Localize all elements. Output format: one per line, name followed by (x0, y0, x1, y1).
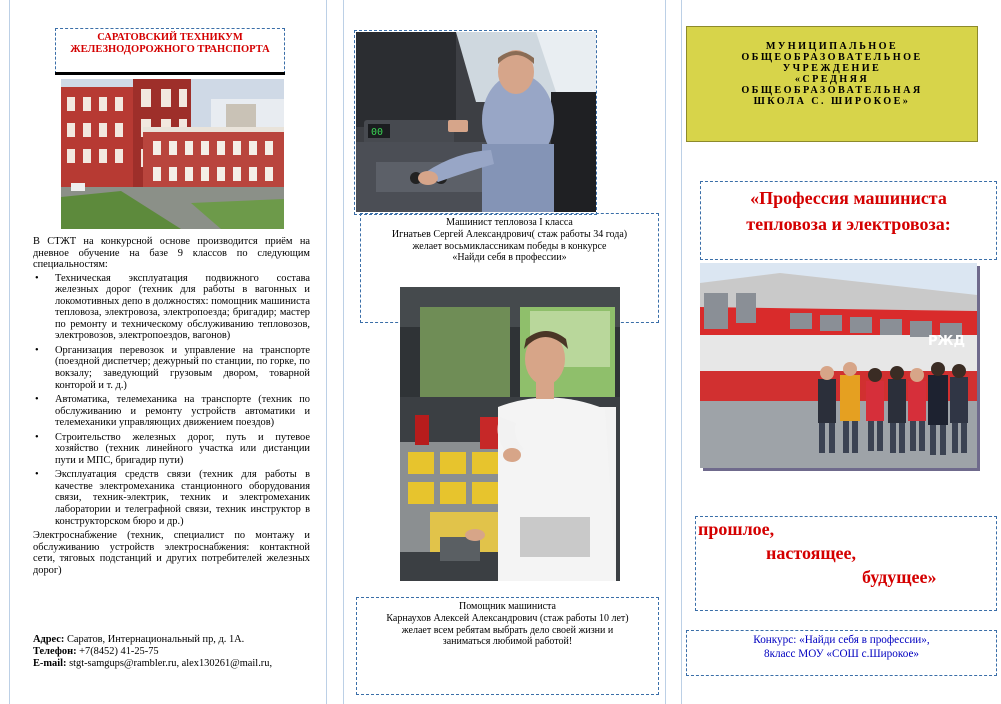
contest-box (686, 630, 997, 676)
specialty-item: • Техническая эксплуатация подвижного состава железных дорог (техник для работы в вагонных и локомотивных депо в должностях: помощник машиниста тепловоза, электровоза, электропоезда; бригадир; мастер по ремонту и техническому обслуживанию тепловозов, электровозов, электропоездов, вагонов) (33, 273, 310, 342)
admission-text (33, 236, 310, 576)
school-title-box (55, 28, 285, 74)
school-name-box (686, 26, 978, 142)
technikum-building-photo (61, 79, 284, 229)
contest-line1: Конкурс: «Найди себя в профессии», (753, 634, 930, 646)
address-value: Саратов, Интернациональный пр, д. 1А. (64, 634, 245, 645)
rzd-logo: РЖД (928, 334, 966, 349)
school-name-line3: УЧРЕЖДЕНИЕ (782, 63, 882, 74)
train-students-photo (700, 263, 977, 468)
column-guide-left (9, 0, 10, 704)
column-guide-divider-2b (681, 0, 682, 704)
driver-caption-title: Машинист тепловоза I класса (446, 217, 573, 228)
specialty-item: • Организация перевозок и управление на транспорте (поездной диспетчер; дежурный по станции, по горке, по вокзалу; заведующий грузовым двором, товарной конторой и т. д.) (33, 345, 310, 391)
school-name-line5: ОБЩЕОБРАЗОВАТЕЛЬНАЯ (741, 85, 923, 96)
school-name-line1: МУНИЦИПАЛЬНОЕ (765, 41, 899, 52)
specialty-item: • Эксплуатация средств связи (техник для работы в качестве электромеханика станционного оборудования связи, техник-электрик, техник и электромеханик лаборатории и телеграфной связи, техник инструктор в конструкторском бюро и др.) (33, 469, 310, 527)
tense-future: будущее» (862, 567, 937, 587)
cab-display-readout: 00 (371, 127, 384, 138)
school-name-line2: ОБЩЕОБРАЗОВАТЕЛЬНОЕ (741, 52, 923, 63)
phone-label: Телефон: (33, 645, 77, 657)
driver-caption-name: Игнатьев Сергей Александрович( стаж работы 34 года) (391, 228, 628, 240)
specialty-item: • Строительство железных дорог, путь и путевое хозяйство (техник линейного участка или дистанции пути и МПС, бригадир пути) (33, 432, 310, 467)
email-value[interactable]: stgt-samgups@rambler.ru, alex130261@mail.ru, (66, 657, 273, 669)
address-line (33, 634, 323, 646)
driver-cab-photo (356, 32, 596, 212)
school-title-line2: ЖЕЛЕЗНОДОРОЖНОГО ТРАНСПОРТА (70, 44, 270, 55)
title-rule (55, 72, 285, 75)
column-guide-divider-2 (665, 0, 666, 704)
school-name-line6: ШКОЛА С. ШИРОКОЕ» (753, 96, 911, 107)
profession-title-line1: «Профессия машиниста (750, 188, 947, 208)
contacts-block (33, 634, 323, 669)
email-label: E-mail: (33, 657, 67, 669)
school-name-line4: «СРЕДНЯЯ (794, 74, 870, 85)
column-guide-divider-1 (326, 0, 327, 704)
specialty-item: • Автоматика, телемеханика на транспорте (техник по обслуживанию и ремонту устройств автоматики и телемеханики управляющих движением поездов) (33, 394, 310, 429)
assistant-caption (356, 597, 659, 695)
profession-title-line2: тепловоза и электровоза: (746, 214, 951, 234)
tense-box (695, 516, 997, 611)
school-title-line1: САРАТОВСКИЙ ТЕХНИКУМ (97, 32, 243, 43)
assistant-caption-wish-end: заниматься любимой работой! (442, 636, 573, 648)
column-guide-divider-1b (343, 0, 344, 704)
driver-caption-wish: желает восьмиклассникам победы в конкурсе (412, 240, 607, 252)
power-supply-specialty: Электроснабжение (техник, специалист по монтажу и обслуживанию устройств электроснабжения: контактной сети, тяговых подстанций и других потребителей железных дорог) (33, 530, 310, 576)
email-line (33, 658, 323, 670)
address-label: Адрес: (33, 634, 65, 645)
assistant-caption-title: Помощник машиниста (459, 601, 556, 612)
contest-line2: 8класс МОУ «СОШ с.Широкое» (763, 648, 920, 660)
tense-present: настоящее, (766, 543, 857, 563)
tense-past: прошлое, (698, 519, 775, 539)
assistant-caption-wish: желает всем ребятам выбрать дело своей жизни и (401, 624, 614, 636)
phone-line (33, 646, 323, 658)
phone-value: +7(8452) 41-25-75 (76, 645, 159, 657)
assistant-caption-name: Карнаухов Алексей Александрович (стаж работы 10 лет) (386, 612, 629, 624)
driver-caption-contest: «Найди себя в профессии» (452, 252, 567, 264)
assistant-cab-photo (400, 287, 620, 581)
admission-intro: В СТЖТ на конкурсной основе производится приём на дневное обучение на базе 9 классов по следующим специальностям: (33, 236, 310, 271)
specialties-list (33, 273, 310, 527)
profession-title (700, 181, 997, 260)
